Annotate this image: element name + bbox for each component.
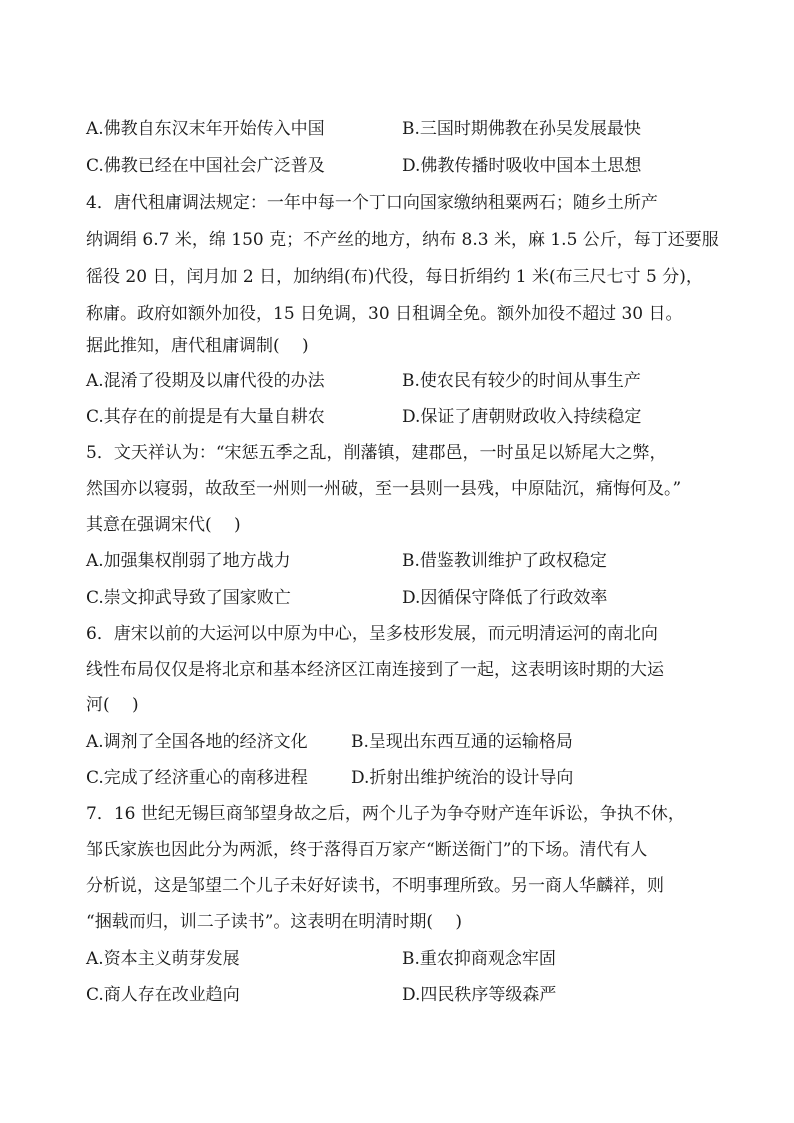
- q7-option-a: A.资本主义萌芽发展: [86, 949, 240, 969]
- q4-option-a: A.混淆了役期及以庸代役的办法: [86, 371, 325, 391]
- q4-stem-line-5: 据此推知，唐代租庸调制( ): [86, 336, 309, 356]
- q6-option-d: D.折射出维护统治的设计导向: [351, 768, 574, 788]
- q7-option-c: C.商人存在改业趋向: [86, 985, 240, 1005]
- q7-stem-line-1: 7．16 世纪无锡巨商邹望身故之后，两个儿子为争夺财产连年诉讼，争执不休，: [86, 804, 685, 824]
- q6-stem-line-2: 线性布局仅仅是将北京和基本经济区江南连接到了一起，这表明该时期的大运: [86, 660, 664, 680]
- q4-option-b: B.使农民有较少的时间从事生产: [402, 371, 641, 391]
- q5-option-a: A.加强集权削弱了地方战力: [86, 551, 291, 571]
- q4-options-row-2: [86, 406, 726, 428]
- q4-options-row-1: [86, 370, 726, 392]
- q4-stem-line-3: 徭役 20 日，闰月加 2 日，加纳绢(布)代役，每日折绢约 1 米(布三尺七寸 5 分)，: [86, 267, 703, 287]
- q3-option-a: A.佛教自东汉末年开始传入中国: [86, 119, 325, 139]
- q6-stem-line-1: 6．唐宋以前的大运河以中原为中心，呈多枝形发展，而元明清运河的南北向: [86, 624, 658, 644]
- q6-option-a: A.调剂了全国各地的经济文化: [86, 732, 308, 752]
- q6-options-row-1: [86, 731, 726, 753]
- q5-option-d: D.因循保守降低了行政效率: [402, 588, 608, 608]
- q6-option-c: C.完成了经济重心的南移进程: [86, 768, 308, 788]
- q3-option-c: C.佛教已经在中国社会广泛普及: [86, 156, 325, 176]
- q7-option-d: D.四民秩序等级森严: [402, 985, 557, 1005]
- q7-stem-line-4: “捆载而归，训二子读书”。这表明在明清时期( ): [86, 912, 463, 932]
- q7-stem-line-2: 邹氏家族也因此分为两派，终于落得百万家产“断送衙门”的下场。清代有人: [86, 840, 648, 860]
- q7-options-row-2: [86, 984, 726, 1006]
- q5-options-row-2: [86, 587, 726, 609]
- q7-option-b: B.重农抑商观念牢固: [402, 949, 556, 969]
- q4-option-d: D.保证了唐朝财政收入持续稳定: [402, 407, 642, 427]
- q4-stem-line-4: 称庸。政府如额外加役，15 日免调，30 日租调全免。额外加役不超过 30 日。: [86, 304, 683, 324]
- q7-options-row-1: [86, 948, 726, 970]
- q7-stem-line-3: 分析说，这是邹望二个儿子未好好读书，不明事理所致。另一商人华麟祥，则: [86, 876, 664, 896]
- q6-options-row-2: [86, 767, 726, 789]
- q5-option-c: C.崇文抑武导致了国家败亡: [86, 588, 291, 608]
- q3-options-row-2: [86, 155, 726, 177]
- q5-stem-line-2: 然国亦以寝弱，故敌至一州则一州破，至一县则一县残，中原陆沉，痛悔何及。”: [86, 479, 682, 499]
- q3-options-row-1: [86, 118, 726, 140]
- q4-option-c: C.其存在的前提是有大量自耕农: [86, 407, 325, 427]
- q4-stem-line-1: 4．唐代租庸调法规定：一年中每一个丁口向国家缴纳租粟两石；随乡土所产: [86, 193, 658, 213]
- q6-stem-line-3: 河( ): [86, 695, 139, 715]
- q5-stem-line-1: 5．文天祥认为：“宋惩五季之乱，削藩镇，建郡邑，一时虽足以矫尾大之弊，: [86, 443, 667, 463]
- q3-option-b: B.三国时期佛教在孙吴发展最快: [402, 119, 641, 139]
- q4-stem-line-2: 纳调绢 6.7 米，绵 150 克；不产丝的地方，纳布 8.3 米，麻 1.5 公斤，每丁还要服: [86, 230, 719, 250]
- q5-option-b: B.借鉴教训维护了政权稳定: [402, 551, 607, 571]
- q6-option-b: B.呈现出东西互通的运输格局: [351, 732, 573, 752]
- q5-stem-line-3: 其意在强调宋代( ): [86, 515, 241, 535]
- q5-options-row-1: [86, 550, 726, 572]
- q3-option-d: D.佛教传播时吸收中国本土思想: [402, 156, 642, 176]
